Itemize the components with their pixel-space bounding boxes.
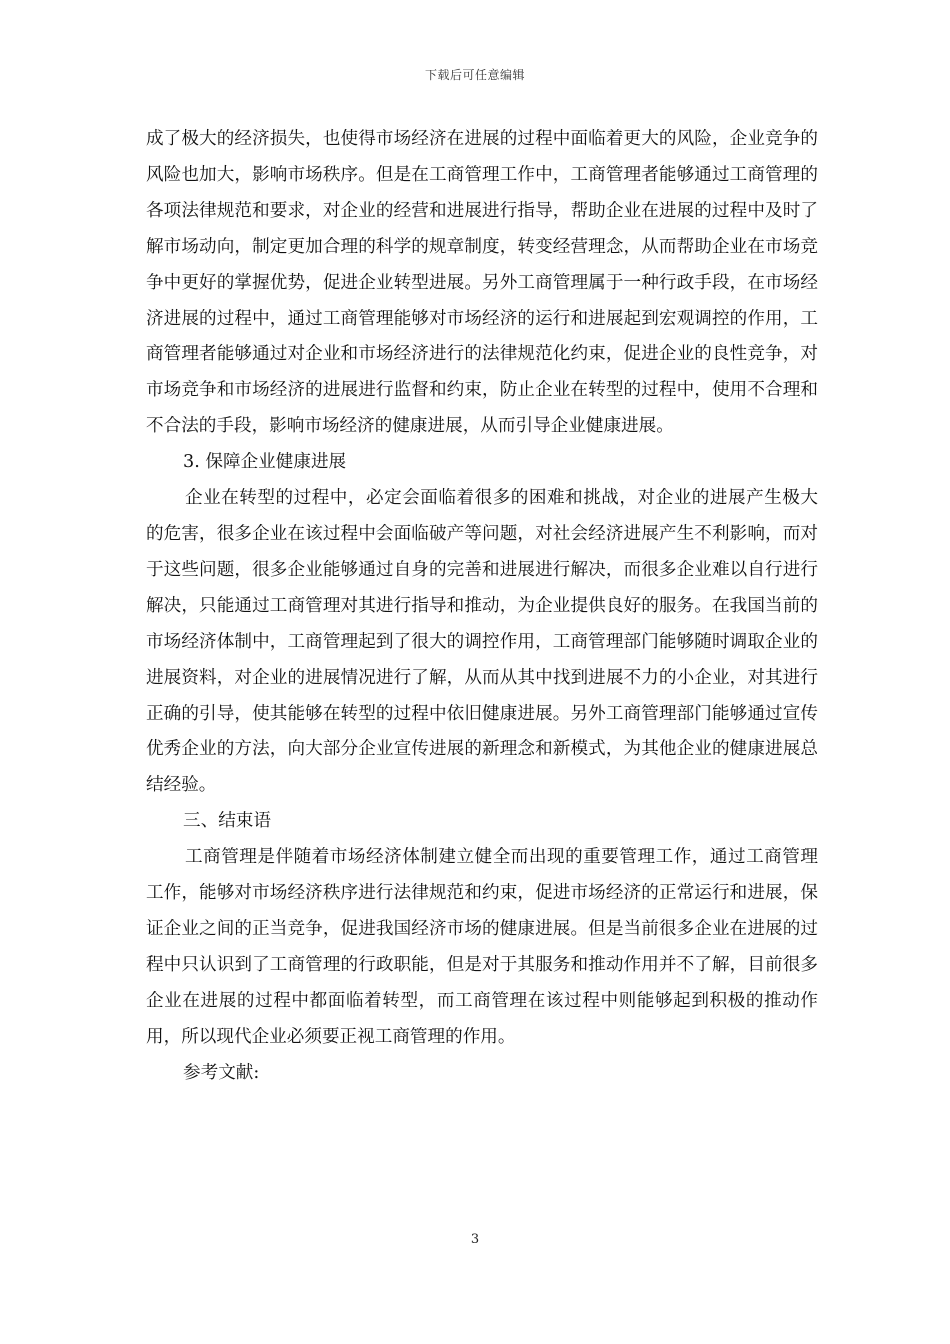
document-body [146,122,818,1091]
page-number: 3 [470,1232,480,1247]
body-paragraph-3: 工商管理是伴随着市场经济体制建立健全而出现的重要管理工作，通过工商管理工作，能够对市场经济秩序进行法律规范和约束，促进市场经济的正常运行和进展，保证企业之间的正当竞争，促进我国经济市场的健康进展。但是当前很多企业在进展的过程中只认识到了工商管理的行政职能，但是对于其服务和推动作用并不了解，目前很多企业在进展的过程中都面临着转型，而工商管理在该过程中则能够起到积极的推动作用，所以现代企业必须要正视工商管理的作用。 [146,847,818,1047]
body-paragraph-2: 企业在转型的过程中，必定会面临着很多的困难和挑战，对企业的进展产生极大的危害，很多企业在该过程中会面临破产等问题，对社会经济进展产生不利影响，而对于这些问题，很多企业能够通过自身的完善和进展进行解决，而很多企业难以自行进行解决，只能通过工商管理对其进行指导和推动，为企业提供良好的服务。在我国当前的市场经济体制中，工商管理起到了很大的调控作用，工商管理部门能够随时调取企业的进展资料，对企业的进展情况进行了解，从而从其中找到进展不力的小企业，对其进行正确的引导，使其能够在转型的过程中依旧健康进展。另外工商管理部门能够通过宣传优秀企业的方法，向大部分企业宣传进展的新理念和新模式，为其他企业的健康进展总结经验。 [146,488,818,796]
section-heading-3: 3. 保障企业健康进展 [183,452,347,473]
section-heading-conclusion: 三、结束语 [183,811,271,832]
body-paragraph-1: 成了极大的经济损失，也使得市场经济在进展的过程中面临着更大的风险，企业竞争的风险也加大，影响市场秩序。但是在工商管理工作中，工商管理者能够通过工商管理的各项法律规范和要求，对企业的经营和进展进行指导，帮助企业在进展的过程中及时了解市场动向，制定更加合理的科学的规章制度，转变经营理念，从而帮助企业在市场竞争中更好的掌握优势，促进企业转型进展。另外工商管理属于一种行政手段，在市场经济进展的过程中，通过工商管理能够对市场经济的运行和进展起到宏观调控的作用，工商管理者能够通过对企业和市场经济进行的法律规范化约束，促进企业的良性竞争，对市场竞争和市场经济的进展进行监督和约束，防止企业在转型的过程中，使用不合理和不合法的手段，影响市场经济的健康进展，从而引导企业健康进展。 [146,129,818,437]
page-header: 下载后可任意编辑 [424,68,525,82]
references-heading: 参考文献: [183,1062,260,1083]
